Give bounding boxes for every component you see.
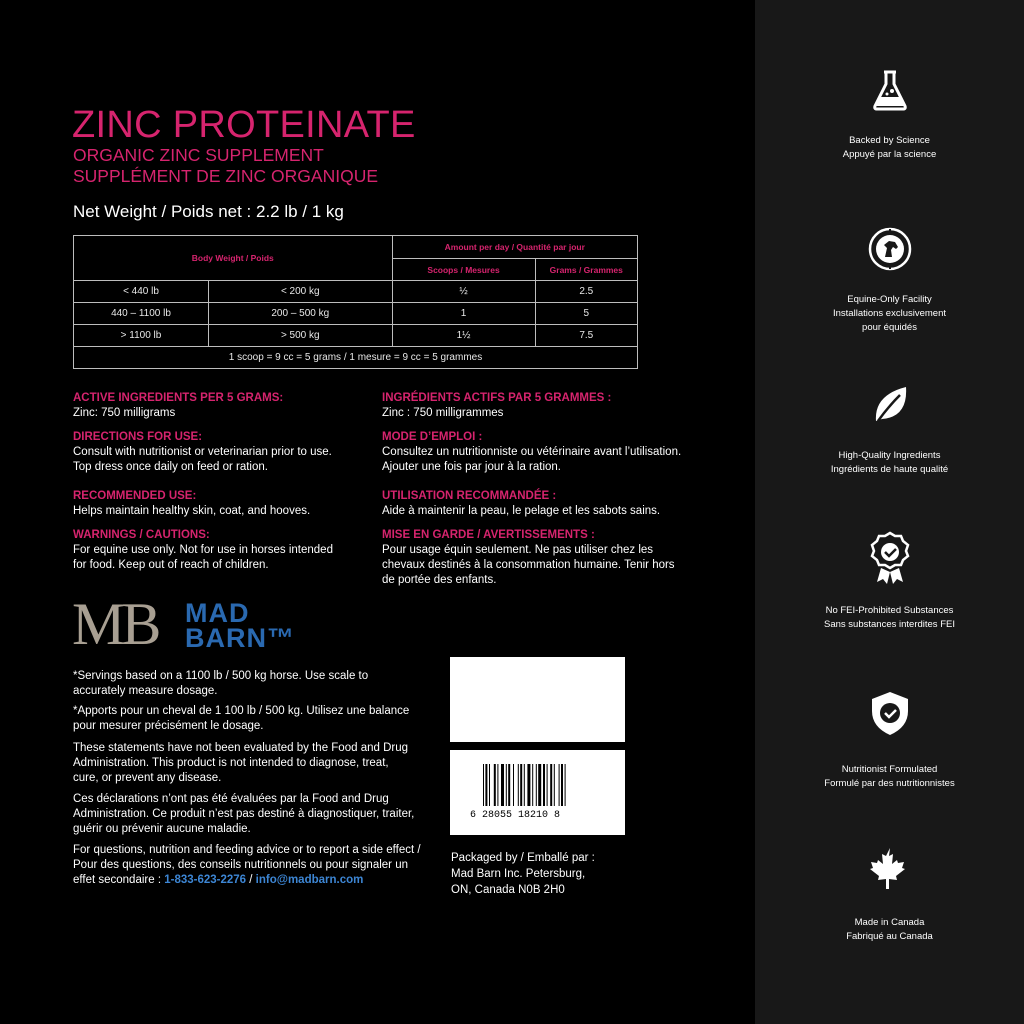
logo-monogram: MB — [72, 591, 158, 657]
table-row — [74, 325, 638, 347]
barcode-bar — [550, 764, 552, 806]
feature-made-in-canada — [755, 846, 1024, 944]
barcode-bar — [489, 764, 490, 806]
logo-line-2: BARN™ — [185, 623, 295, 653]
logo-line-1: MAD — [185, 598, 250, 628]
dosing-table — [73, 235, 638, 369]
section-heading: ACTIVE INGREDIENTS PER 5 GRAMS: — [73, 392, 284, 404]
amount-header: Amount per day / Quantité par jour — [392, 236, 637, 259]
barcode-bar — [506, 764, 507, 806]
feature-label-en: Backed by Science — [849, 135, 930, 146]
section-heading: INGRÉDIENTS ACTIFS PAR 5 GRAMMES : — [382, 392, 612, 404]
servings-note-fr: *Apports pour un cheval de 1 100 lb / 500 kg. Utilisez une balance pour mesurer précisément le dosage. — [73, 705, 410, 732]
weight-lb-cell: < 440 lb — [74, 281, 209, 303]
leaf-icon — [866, 381, 914, 429]
barcode-digits: 6 28055 18210 8 — [470, 810, 561, 821]
feature-nutritionist — [755, 689, 1024, 791]
section-text: For equine use only. Not for use in horses intended for food. Keep out of reach of children. — [73, 544, 333, 571]
barcode-bar — [520, 764, 522, 806]
section-heading: RECOMMENDED USE: — [73, 490, 197, 502]
barcode-bar — [527, 764, 530, 806]
feature-label-en: Made in Canada — [854, 917, 925, 928]
feature-label-fr: Formulé par des nutritionnistes — [824, 778, 955, 789]
recommended-use-en — [73, 489, 310, 519]
barcode-bar — [508, 764, 510, 806]
active-ingredients-en — [73, 391, 283, 421]
active-ingredients-fr — [382, 391, 611, 421]
section-text: Aide à maintenir la peau, le pelage et les sabots sains. — [382, 505, 661, 517]
barcode-bar — [483, 764, 484, 806]
barcode-bar — [536, 764, 537, 806]
section-heading: MISE EN GARDE / AVERTISSEMENTS : — [382, 529, 595, 541]
feature-equine-only — [755, 225, 1024, 335]
maple-leaf-icon — [866, 846, 914, 894]
lot-number-box — [450, 657, 625, 742]
grams-cell: 7.5 — [535, 325, 637, 347]
contact-separator: / — [246, 874, 256, 886]
mad-barn-logo — [72, 591, 302, 657]
contact-info — [73, 843, 433, 888]
fda-disclaimer-en: These statements have not been evaluated by the Food and Drug Administration. This product is not intended to diagnose, treat, cure, or prevent any disease. — [73, 742, 408, 784]
grams-cell: 5 — [535, 303, 637, 325]
contact-prefix: For questions, nutrition and feeding advice or to report a side effect / Pour des questions, des conseils nutritionnels ou pour signaler un effet secondaire : — [73, 844, 421, 886]
weight-kg-cell: 200 – 500 kg — [209, 303, 393, 325]
directions-fr — [382, 430, 681, 475]
feature-label-en: No FEI-Prohibited Substances — [825, 605, 954, 616]
product-subtitle-fr: SUPPLÉMENT DE ZINC ORGANIQUE — [73, 166, 379, 186]
section-text: Zinc: 750 milligrams — [73, 407, 176, 419]
barcode-bar — [513, 764, 514, 806]
section-heading: DIRECTIONS FOR USE: — [73, 431, 203, 443]
barcode-icon — [483, 764, 593, 806]
table-footer-row — [74, 347, 638, 369]
barcode-bar — [494, 764, 496, 806]
feature-label-en: Equine-Only Facility — [847, 294, 932, 305]
grams-cell: 2.5 — [535, 281, 637, 303]
award-ribbon-icon — [866, 530, 914, 586]
flask-icon — [866, 66, 914, 114]
scoops-cell: 1 — [392, 303, 535, 325]
section-text: Zinc : 750 milligrammes — [382, 407, 504, 419]
section-heading: WARNINGS / CAUTIONS: — [73, 529, 210, 541]
phone-link[interactable]: 1-833-623-2276 — [164, 874, 247, 886]
body-weight-header: Body Weight / Poids — [74, 236, 393, 281]
barcode-bar — [565, 764, 566, 806]
barcode-bar — [559, 764, 560, 806]
section-text: Consult with nutritionist or veterinarian prior to use. Top dress once daily on feed or ration. — [73, 446, 332, 473]
barcode-bar — [543, 764, 545, 806]
scoops-cell: 1½ — [392, 325, 535, 347]
section-heading: UTILISATION RECOMMANDÉE : — [382, 490, 557, 502]
servings-note-en: *Servings based on a 1100 lb / 500 kg horse. Use scale to accurately measure dosage. — [73, 670, 369, 697]
barcode-bar — [547, 764, 548, 806]
feature-label-en: Nutritionist Formulated — [841, 764, 938, 775]
email-link[interactable]: info@madbarn.com — [255, 874, 364, 886]
weight-kg-cell: > 500 kg — [209, 325, 393, 347]
fda-disclaimer-fr: Ces déclarations n’ont pas été évaluées par la Food and Drug Administration. Ce produit n’est pas destiné à diagnostiquer, traiter, guérir ou prévenir aucune maladie. — [73, 793, 415, 835]
feature-label-fr: Sans substances interdites FEI — [824, 619, 955, 630]
scoops-cell: ½ — [392, 281, 535, 303]
barcode-bar — [518, 764, 519, 806]
section-text: Helps maintain healthy skin, coat, and hooves. — [73, 505, 311, 517]
feature-label-fr: Appuyé par la science — [842, 149, 937, 160]
directions-en — [73, 430, 332, 475]
table-row — [74, 303, 638, 325]
weight-kg-cell: < 200 kg — [209, 281, 393, 303]
barcode-bar — [497, 764, 498, 806]
weight-lb-cell: 440 – 1100 lb — [74, 303, 209, 325]
product-title: ZINC PROTEINATE — [72, 104, 416, 146]
grams-header: Grams / Grammes — [535, 259, 637, 281]
scoop-conversion-note: 1 scoop = 9 cc = 5 grams / 1 mesure = 9 cc = 5 grammes — [74, 347, 638, 369]
warnings-fr — [382, 528, 675, 588]
recommended-use-fr — [382, 489, 660, 519]
horse-badge-icon — [866, 225, 914, 273]
feature-backed-by-science — [755, 66, 1024, 162]
barcode-bar — [524, 764, 525, 806]
feature-no-fei — [755, 530, 1024, 632]
section-text: Pour usage équin seulement. Ne pas utiliser chez les chevaux destinés à la consommation humaine. Tenir hors de portée des enfants. — [382, 544, 675, 586]
product-subtitle-en: ORGANIC ZINC SUPPLEMENT — [73, 145, 324, 165]
barcode-bar — [532, 764, 533, 806]
barcode-bar — [561, 764, 563, 806]
table-row — [74, 281, 638, 303]
scoops-header: Scoops / Mesures — [392, 259, 535, 281]
barcode-bar — [485, 764, 487, 806]
section-heading: MODE D’EMPLOI : — [382, 431, 483, 443]
barcode-bar — [554, 764, 555, 806]
feature-label-en: High-Quality Ingredients — [838, 450, 941, 461]
shield-check-icon — [866, 689, 914, 737]
weight-lb-cell: > 1100 lb — [74, 325, 209, 347]
table-header-row — [74, 236, 638, 259]
packaged-by: Packaged by / Emballé par : Mad Barn Inc. Petersburg, ON, Canada N0B 2H0 — [451, 852, 595, 896]
feature-label-fr: Ingrédients de haute qualité — [830, 464, 949, 475]
warnings-en — [73, 528, 333, 573]
feature-label-fr: Fabriqué au Canada — [846, 931, 933, 942]
barcode-box — [450, 750, 625, 835]
net-weight: Net Weight / Poids net : 2.2 lb / 1 kg — [73, 202, 344, 221]
section-text: Consultez un nutritionniste ou vétérinaire avant l’utilisation. Ajouter une fois par jour à la ration. — [382, 446, 682, 473]
feature-label-fr: Installations exclusivement pour équidés — [833, 308, 946, 333]
barcode-bar — [538, 764, 541, 806]
feature-high-quality — [755, 381, 1024, 477]
barcode-bar — [501, 764, 504, 806]
